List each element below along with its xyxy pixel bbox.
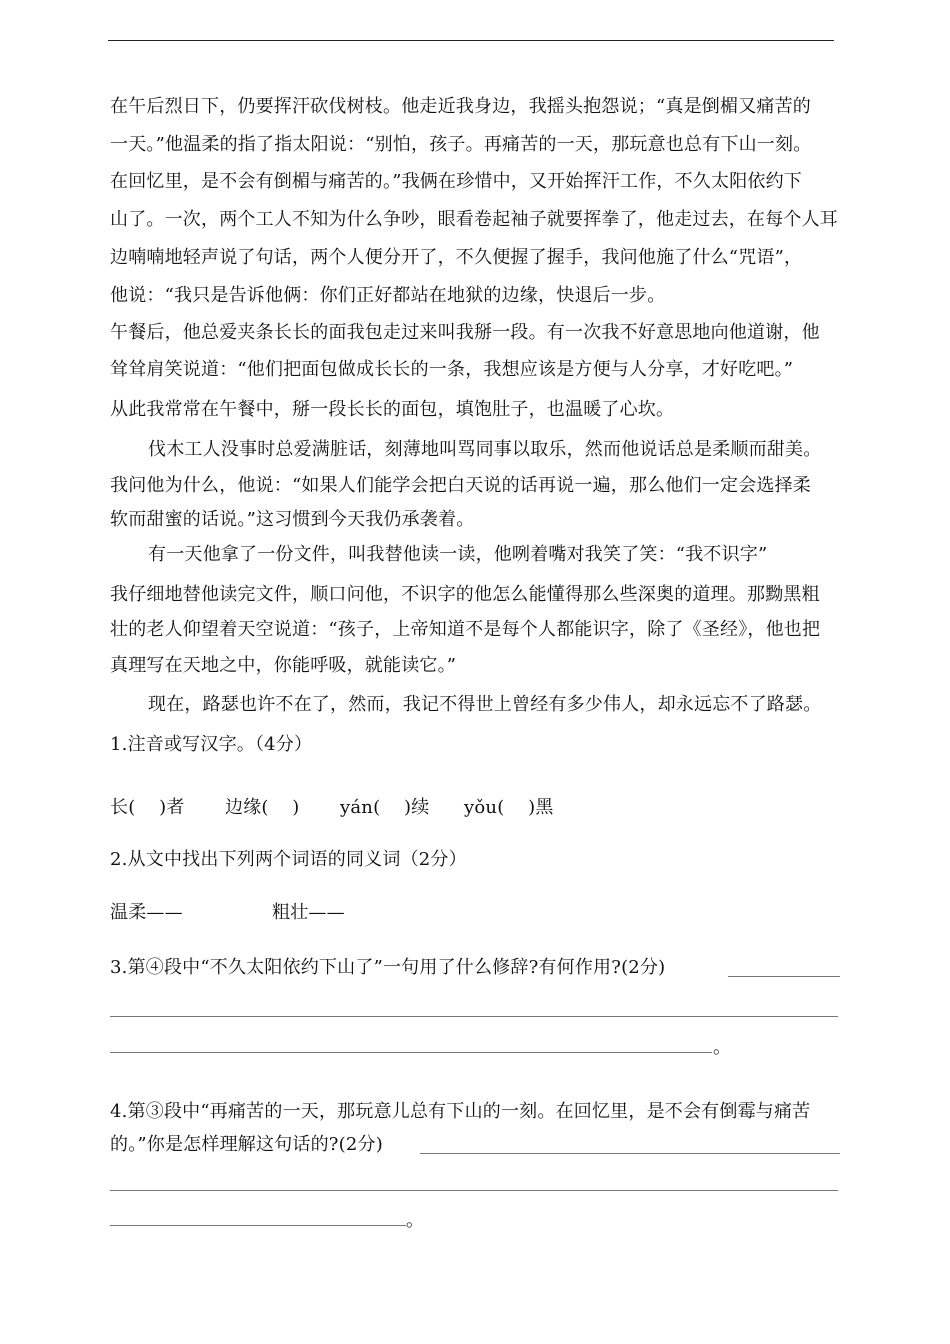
passage-line: 伐木工人没事时总爱满脏话，刻薄地叫骂同事以取乐，然而他说话总是柔顺而甜美。 <box>148 439 822 460</box>
q1-item: 边缘( ) <box>225 797 300 818</box>
passage-line: 真理写在天地之中，你能呼吸，就能读它。” <box>110 655 457 676</box>
passage-line: 在午后烈日下，仍要挥汗砍伐树枝。他走近我身边，我摇头抱怨说；“真是倒楣又痛苦的 <box>110 96 811 117</box>
answer-blank[interactable] <box>728 976 840 977</box>
question-4-line2: 的。”你是怎样理解这句话的?(2分) <box>110 1134 383 1155</box>
passage-line: 在回忆里，是不会有倒楣与痛苦的。”我俩在珍惜中，又开始挥汗工作，不久太阳依约下 <box>110 171 802 192</box>
header-rule <box>108 40 834 41</box>
passage-line: 从此我常常在午餐中，掰一段长长的面包，填饱肚子，也温暖了心坎。 <box>110 399 675 420</box>
q1-item: 长( )者 <box>110 797 185 818</box>
passage-line: 我仔细地替他读完文件，顺口问他，不识字的他怎么能懂得那么些深奥的道理。那黝黑粗 <box>110 584 820 605</box>
passage-line: 午餐后，他总爱夹条长长的面我包走过来叫我掰一段。有一次我不好意思地向他道谢，他 <box>110 322 820 343</box>
passage-line: 我问他为什么，他说：“如果人们能学会把白天说的话再说一遍，那么他们一定会选择柔 <box>110 475 811 496</box>
question-4-line1: 4.第③段中“再痛苦的一天，那玩意儿总有下山的一刻。在回忆里，是不会有倒霉与痛苦 <box>110 1101 811 1122</box>
question-3-title: 3.第④段中“不久太阳依约下山了”一句用了什么修辞?有何作用?(2分) <box>110 957 666 978</box>
passage-line: 有一天他拿了一份文件，叫我替他读一读，他咧着嘴对我笑了笑：“我不识字” <box>148 544 768 565</box>
answer-blank[interactable] <box>420 1153 840 1154</box>
passage-line: 他说：“我只是告诉他俩：你们正好都站在地狱的边缘，快退后一步。 <box>110 285 666 306</box>
period: 。 <box>406 1210 424 1231</box>
answer-blank[interactable] <box>110 1052 712 1053</box>
period: 。 <box>713 1037 731 1058</box>
passage-line: 耸耸肩笑说道：“他们把面包做成长长的一条，我想应该是方便与人分享，才好吃吧。” <box>110 359 794 380</box>
passage-line: 边喃喃地轻声说了句话，两个人便分开了，不久便握了握手，我问他施了什么“咒语”， <box>110 247 803 268</box>
q2-item: 温柔—— <box>110 902 183 923</box>
answer-blank[interactable] <box>110 1016 838 1017</box>
passage-line: 现在，路瑟也许不在了，然而，我记不得世上曾经有多少伟人，却永远忘不了路瑟。 <box>148 694 822 715</box>
answer-blank[interactable] <box>110 1225 406 1226</box>
passage-line: 山了。一次，两个工人不知为什么争吵，眼看卷起袖子就要挥拳了，他走过去，在每个人耳 <box>110 209 838 230</box>
q1-item: yǒu( )黑 <box>464 797 554 818</box>
passage-line: 一天。”他温柔的指了指太阳说：“别怕，孩子。再痛苦的一天，那玩意也总有下山一刻。 <box>110 134 812 155</box>
q2-item: 粗壮—— <box>272 902 345 923</box>
question-1-title: 1.注音或写汉字。（4分） <box>110 734 313 755</box>
question-2-title: 2.从文中找出下列两个词语的同义词（2分） <box>110 849 467 870</box>
passage-line: 壮的老人仰望着天空说道：“孩子，上帝知道不是每个人都能识字，除了《圣经》，他也把 <box>110 619 821 640</box>
q1-item: yán( )续 <box>340 797 430 818</box>
answer-blank[interactable] <box>110 1190 838 1191</box>
passage-line: 软而甜蜜的话说。”这习惯到今天我仍承袭着。 <box>110 509 475 530</box>
